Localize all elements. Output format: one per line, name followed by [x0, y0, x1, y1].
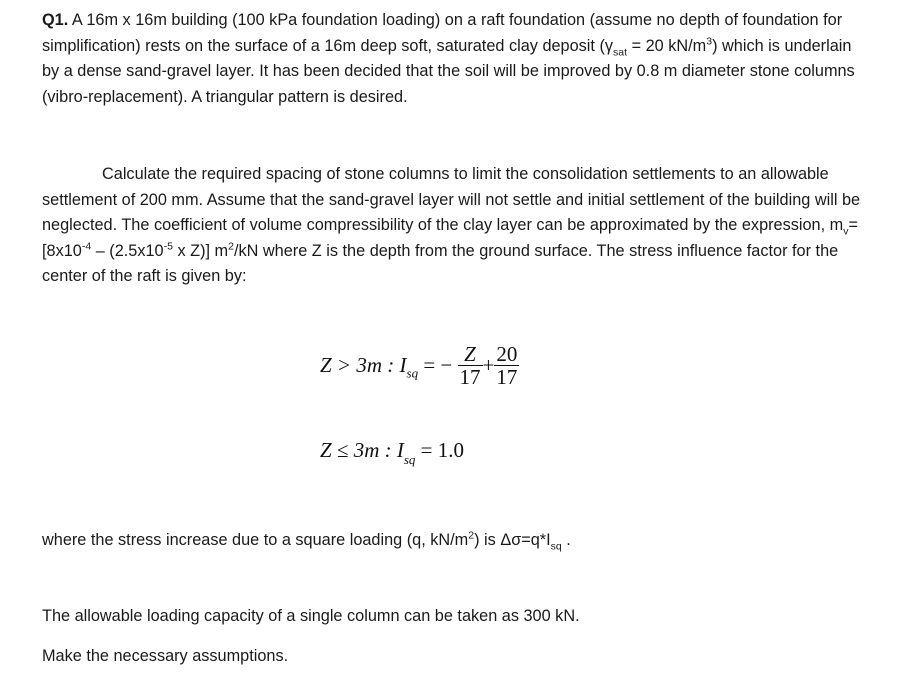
question-paragraph — [42, 8, 872, 110]
task-part-2: =[8x10 — [42, 216, 858, 260]
fraction1-numerator: Z — [458, 343, 483, 366]
stress-note-text-3: . — [561, 531, 571, 549]
task-part-1: Calculate the required spacing of stone columns to limit the consolidation settlements to an allowable settlement of 200 mm. Assume that the sand-gravel layer will not settle and initial settlement of the building will be neglected. The coefficient of volume compressibility of the clay layer can be approximated by the expression, m — [42, 165, 861, 235]
unit-superscript: 3 — [706, 35, 713, 48]
formula1-lhs: Z > 3m : I — [320, 353, 407, 377]
formula2-rhs: = 1.0 — [415, 438, 465, 462]
question-intro: A 16m x 16m building (100 kPa foundation loading) on a raft foundation (assume no depth of foundation for simplification) rests on the surface of a 16m deep soft, saturated clay deposit ( — [42, 11, 843, 55]
question-label: Q1. — [42, 11, 69, 29]
fraction2-denominator: 17 — [496, 365, 518, 389]
fraction-z-over-17 — [458, 343, 483, 388]
stress-note-text-2: ) is Δσ=q*I — [474, 531, 551, 549]
assumption-note: Make the necessary assumptions. — [42, 647, 289, 665]
exponent-3: 2 — [228, 240, 234, 253]
formula-case-shallow — [320, 438, 464, 468]
question-intro-2: = 20 kN/m — [627, 36, 707, 55]
gamma-symbol: γ — [604, 36, 614, 55]
formula1-subscript: sq — [406, 365, 419, 381]
fraction-20-over-17 — [494, 343, 519, 388]
formula-case-deep — [320, 343, 519, 388]
stress-note-superscript: 2 — [468, 529, 475, 542]
formula1-plus: + — [482, 353, 495, 377]
task-part-4: x Z)] m — [172, 241, 229, 260]
gamma-subscript: sat — [613, 45, 628, 58]
task-paragraph — [42, 162, 872, 290]
fraction1-denominator: 17 — [459, 365, 481, 389]
task-part-5: /kN where Z is the depth from the ground surface. The stress influence factor for the center of the raft is given by: — [42, 241, 839, 286]
task-part-3: – (2.5x10 — [91, 241, 164, 260]
stress-note-text: where the stress increase due to a square loading (q, kN/m — [42, 531, 469, 549]
formula2-subscript: sq — [403, 452, 416, 467]
stress-note — [42, 528, 872, 554]
stress-note-subscript: sq — [550, 540, 562, 553]
fraction2-numerator: 20 — [496, 342, 518, 366]
question-intro-3: ) which is underlain by a dense sand-gravel layer. It has been decided that the soil will be improved by 0.8 m diameter stone columns (vibro-replacement). A triangular pattern is desired. — [42, 36, 855, 106]
capacity-note: The allowable loading capacity of a single column can be taken as 300 kN. — [42, 607, 580, 625]
mv-subscript: v — [843, 225, 849, 238]
exponent-1: -4 — [81, 240, 92, 253]
exponent-2: -5 — [163, 240, 173, 253]
formula1-equals: = − — [418, 353, 453, 377]
formula2-lhs: Z ≤ 3m : I — [320, 438, 404, 462]
